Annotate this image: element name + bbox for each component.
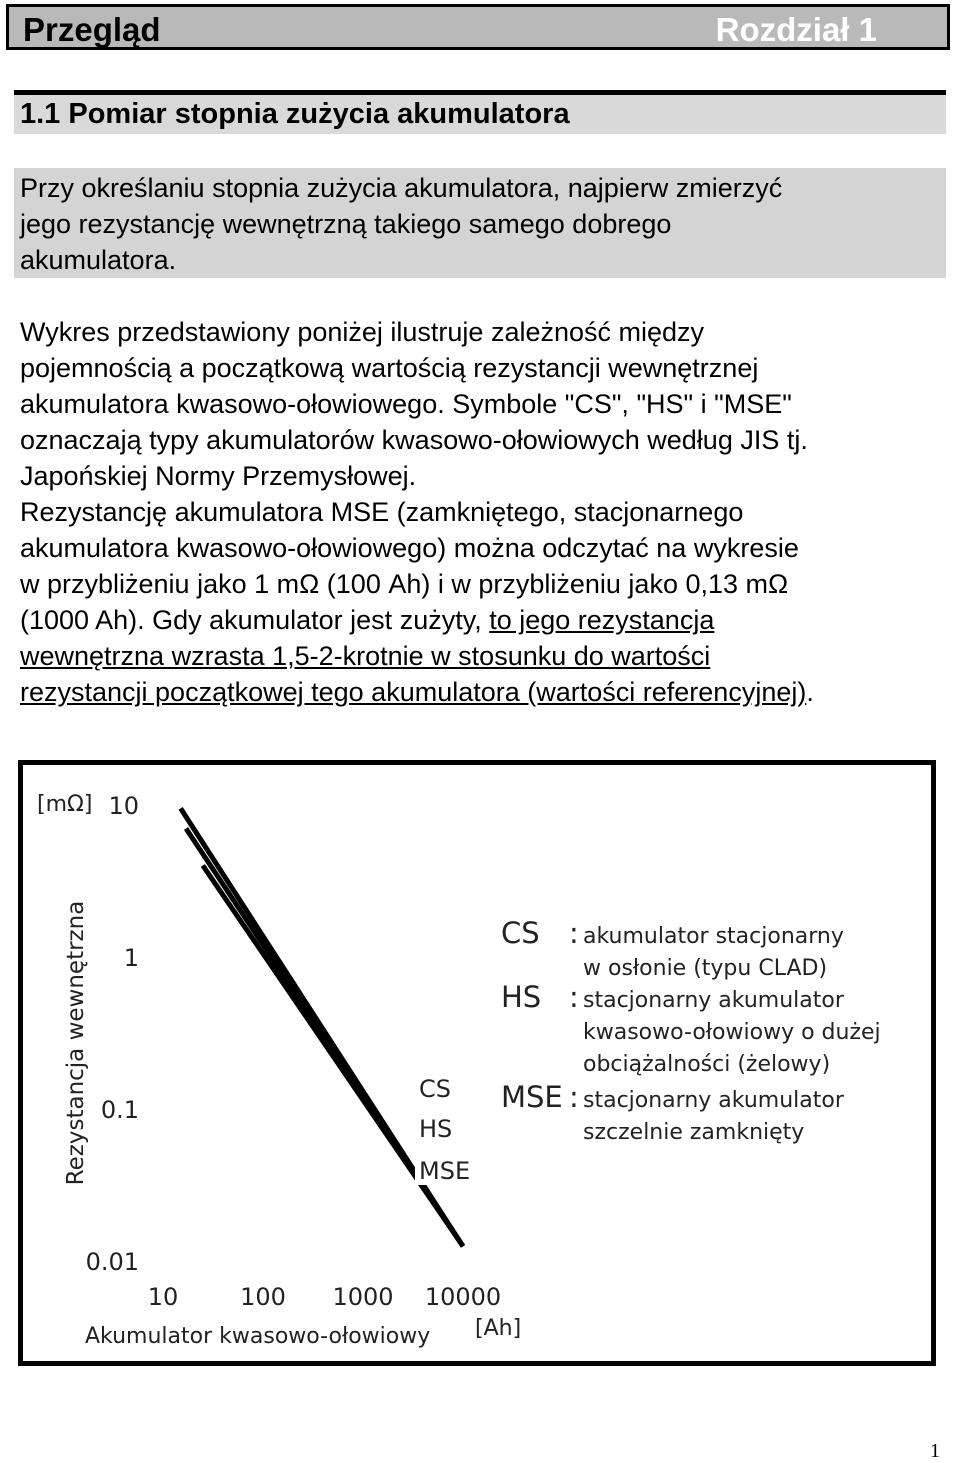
y-tick-label: 0.1	[100, 1096, 139, 1124]
y-tick-label: 1	[123, 944, 139, 972]
legend-description-line: akumulator stacjonarny	[583, 924, 844, 949]
body-line: Rezystancję akumulatora MSE (zamkniętego, stacjonarnego	[20, 497, 744, 527]
y-axis-title: Rezystancja wewnętrzna	[63, 900, 89, 1186]
resistance-chart-frame	[18, 760, 936, 1366]
chapter-label: Rozdział 1	[715, 11, 877, 48]
body-line: akumulatora kwasowo-ołowiowego. Symbole "CS", "HS" i "MSE"	[20, 389, 792, 419]
body-text-underlined: wewnętrzna wzrasta 1,5-2-krotnie w stosunku do wartości	[20, 641, 711, 671]
body-text-underlined: to jego rezystancja	[489, 605, 715, 635]
x-tick-label: 10000	[424, 1283, 502, 1311]
page-number: 1	[930, 1440, 940, 1462]
series-labels-group	[415, 1073, 475, 1185]
x-unit-label: [Ah]	[475, 1316, 522, 1341]
legend-description-line: kwasowo-ołowiowy o dużej	[583, 1020, 881, 1045]
x-tick-label: 1000	[332, 1283, 394, 1311]
y-tick-label: 0.01	[85, 1248, 139, 1276]
chart-legend	[501, 916, 881, 1145]
legend-separator: :	[569, 980, 579, 1014]
y-axis-title-group	[63, 901, 89, 1186]
body-line: akumulatora kwasowo-ołowiowego) można odczytać na wykresie	[20, 533, 799, 563]
intro-line: jego rezystancję wewnętrzną takiego samego dobrego	[20, 209, 672, 239]
intro-line: Przy określaniu stopnia zużycia akumulatora, najpierw zmierzyć	[20, 173, 783, 203]
intro-paragraph	[20, 170, 940, 278]
axis-labels-group	[37, 792, 521, 1349]
legend-description-line: obciążalności (żelowy)	[583, 1052, 831, 1077]
legend-description-line: stacjonarny akumulator	[583, 1088, 844, 1113]
x-tick-label: 10	[147, 1283, 179, 1311]
body-paragraph	[20, 314, 940, 710]
legend-key-mse: MSE	[501, 1080, 563, 1114]
series-label-mse: MSE	[419, 1157, 471, 1185]
legend-description-line: w osłonie (typu CLAD)	[583, 956, 828, 981]
body-line	[20, 638, 940, 674]
body-line: w przybliżeniu jako 1 mΩ (100 Ah) i w przybliżeniu jako 0,13 mΩ	[20, 569, 789, 599]
legend-key-hs: HS	[501, 980, 542, 1014]
chapter-header-bar	[6, 4, 950, 50]
body-line: Japońskiej Normy Przemysłowej.	[20, 461, 417, 491]
y-unit-label: [mΩ]	[37, 792, 93, 817]
legend-description-line: stacjonarny akumulator	[583, 988, 844, 1013]
legend-description-line: szczelnie zamknięty	[583, 1120, 805, 1145]
resistance-chart	[23, 765, 931, 1361]
body-line	[20, 674, 940, 710]
x-axis-label: Akumulator kwasowo-ołowiowy	[85, 1324, 431, 1349]
x-tick-label: 100	[240, 1283, 286, 1311]
body-line: oznaczają typy akumulatorów kwasowo-ołowiowych według JIS tj.	[20, 425, 808, 455]
header-title: Przegląd	[23, 11, 161, 48]
body-line	[20, 602, 940, 638]
body-line: pojemnością a początkową wartością rezystancji wewnętrznej	[20, 353, 759, 383]
intro-line: akumulatora.	[20, 245, 177, 275]
body-text-underlined: rezystancji początkowej tego akumulatora (wartości referencyjnej)	[20, 677, 807, 707]
series-line-mse	[203, 866, 463, 1247]
body-text-period: .	[806, 677, 814, 707]
y-tick-label: 10	[108, 792, 139, 820]
legend-separator: :	[569, 916, 579, 950]
body-line: Wykres przedstawiony poniżej ilustruje zależność między	[20, 317, 705, 347]
legend-key-cs: CS	[501, 916, 540, 950]
series-label-cs: CS	[419, 1075, 451, 1103]
legend-separator: :	[569, 1080, 579, 1114]
series-label-hs: HS	[419, 1115, 453, 1143]
body-text-plain: (1000 Ah). Gdy akumulator jest zużyty,	[20, 605, 490, 635]
section-heading-bar	[14, 90, 946, 134]
section-title: 1.1 Pomiar stopnia zużycia akumulatora	[20, 98, 570, 130]
